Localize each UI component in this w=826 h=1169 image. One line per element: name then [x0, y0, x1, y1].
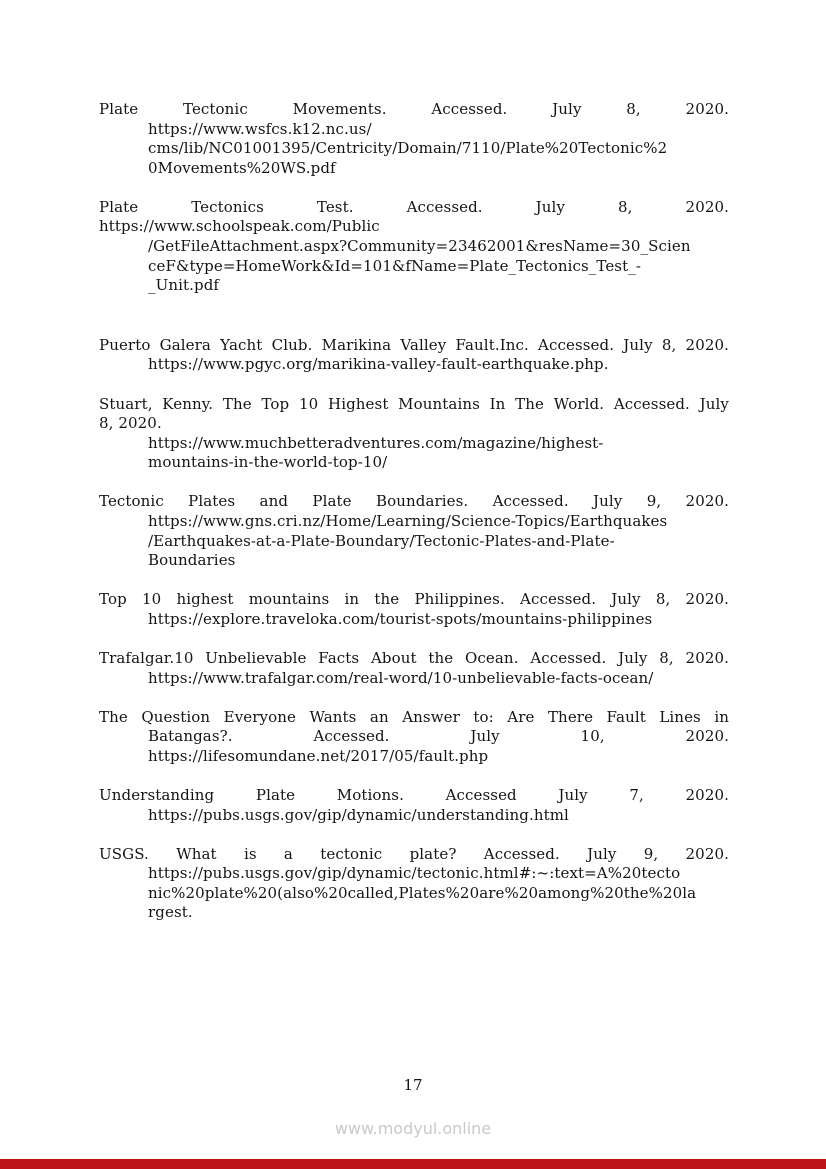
reference-url-line: https://lifesomundane.net/2017/05/fault.php	[148, 746, 489, 765]
reference-entry	[99, 786, 729, 825]
reference-text-line: Understanding Plate Motions. Accessed July 7, 2020.	[99, 785, 729, 804]
watermark: www.modyul.online	[334, 1119, 492, 1138]
reference-url-line: Boundaries	[148, 551, 236, 570]
reference-url-line: https://pubs.usgs.gov/gip/dynamic/understanding.html	[148, 805, 569, 824]
reference-text-line: Trafalgar.10 Unbelievable Facts About the Ocean. Accessed. July 8, 2020.	[99, 648, 729, 667]
reference-url-line: ceF&type=HomeWork&Id=101&fName=Plate_Tectonics_Test_-	[148, 256, 641, 275]
reference-text-line: Puerto Galera Yacht Club. Marikina Valley Fault.Inc. Accessed. July 8, 2020.	[99, 335, 729, 354]
reference-text-line: Plate Tectonics Test. Accessed. July 8, 2020.	[99, 197, 729, 216]
reference-url-line: /Earthquakes-at-a-Plate-Boundary/Tectonic-Plates-and-Plate-	[148, 531, 615, 550]
reference-text-line: Batangas?. Accessed. July 10, 2020.	[148, 727, 729, 746]
bottom-accent-bar	[0, 1159, 826, 1169]
reference-url-line: https://www.trafalgar.com/real-word/10-unbelievable-facts-ocean/	[148, 668, 654, 687]
reference-text-line: The Question Everyone Wants an Answer to: Are There Fault Lines in	[99, 707, 729, 726]
reference-url-line: https://explore.traveloka.com/tourist-spots/mountains-philippines	[148, 609, 653, 628]
reference-entry	[99, 336, 729, 375]
reference-url-line: cms/lib/NC01001395/Centricity/Domain/7110/Plate%20Tectonic%2	[148, 139, 668, 158]
page-number: 17	[403, 1076, 423, 1094]
reference-url-line: rgest.	[148, 903, 193, 922]
reference-text-line: Stuart, Kenny. The Top 10 Highest Mountains In The World. Accessed. July	[99, 394, 729, 413]
reference-entry	[99, 198, 729, 296]
reference-entry	[99, 590, 729, 629]
reference-text-line: Tectonic Plates and Plate Boundaries. Accessed. July 9, 2020.	[99, 492, 729, 511]
reference-entry	[99, 100, 729, 178]
reference-url-line: 0Movements%20WS.pdf	[148, 158, 336, 177]
reference-entry	[99, 395, 729, 473]
reference-url-line: https://www.gns.cri.nz/Home/Learning/Science-Topics/Earthquakes	[148, 512, 668, 530]
reference-url-line: nic%20plate%20(also%20called,Plates%20are%20among%20the%20la	[148, 883, 697, 902]
reference-entry	[99, 492, 729, 570]
reference-text-line: 8, 2020.	[99, 414, 162, 433]
reference-entry	[99, 845, 729, 923]
reference-url-line: mountains-in-the-world-top-10/	[148, 453, 388, 472]
reference-url-line: https://www.muchbetteradventures.com/magazine/highest-	[148, 433, 604, 452]
reference-entry	[99, 649, 729, 688]
reference-url-line: https://pubs.usgs.gov/gip/dynamic/tectonic.html#:~:text=A%20tecto	[148, 864, 681, 883]
reference-url-line: https://www.pgyc.org/marikina-valley-fault-earthquake.php.	[148, 355, 609, 374]
reference-url-line: /GetFileAttachment.aspx?Community=23462001&resName=30_Scien	[148, 237, 691, 256]
reference-url-line: https://www.wsfcs.k12.nc.us/	[148, 119, 372, 138]
reference-text-line: USGS. What is a tectonic plate? Accessed. July 9, 2020.	[99, 844, 729, 863]
reference-text-line: Top 10 highest mountains in the Philippines. Accessed. July 8, 2020.	[99, 590, 729, 609]
references-list	[99, 100, 729, 943]
reference-url-line: _Unit.pdf	[148, 276, 220, 295]
reference-text-line: Plate Tectonic Movements. Accessed. July 8, 2020.	[99, 100, 729, 118]
reference-entry	[99, 708, 729, 767]
reference-url-line: https://www.schoolspeak.com/Public	[99, 217, 380, 236]
